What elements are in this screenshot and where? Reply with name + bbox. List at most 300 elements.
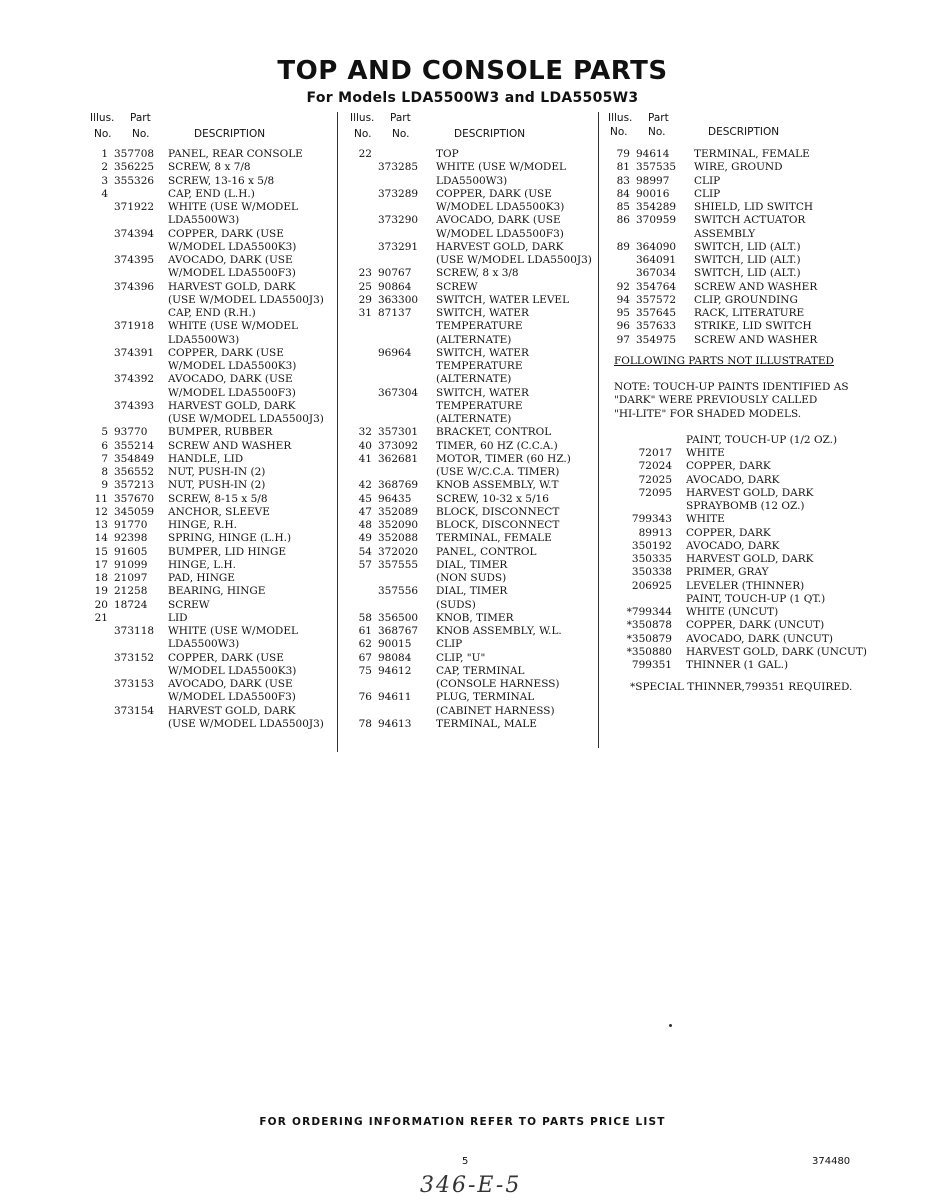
header-illus-no: No. [610,126,628,138]
table-row [350,241,595,254]
description: CLIP [694,174,721,187]
description: SCREW, 8 x 7/8 [168,161,251,174]
description: (CABINET HARNESS) [436,704,555,717]
description: SWITCH ACTUATOR [694,214,806,227]
description: AVOCADO, DARK (UNCUT) [686,632,833,645]
table-row [90,572,330,585]
description: SWITCH, WATER [436,346,529,359]
description: (ALTERNATE) [436,333,512,346]
table-row [608,228,938,241]
table-row [90,493,330,506]
illus-no: 61 [358,625,372,637]
parts-table [608,148,938,347]
table-row [350,691,595,704]
description: PRIMER, GRAY [686,566,769,579]
illus-no: 13 [94,519,108,531]
page-subtitle: For Models LDA5500W3 and LDA5505W3 [306,90,639,106]
description: TERMINAL, FEMALE [694,148,810,160]
part-no: 98997 [636,174,670,187]
table-row [608,148,938,161]
table-row [90,691,330,704]
table-row [350,201,595,214]
paint-row [608,460,938,473]
part-no: *350880 [626,645,672,658]
header-illus-top: Illus. [350,112,375,124]
column-header [350,112,595,148]
description: BUMPER, LID HINGE [168,545,287,558]
description: STRIKE, LID SWITCH [694,320,812,333]
description: NUT, PUSH-IN (2) [168,466,266,478]
table-row [350,228,595,241]
paint-row [608,434,938,447]
description: (ALTERNATE) [436,413,512,425]
description: (USE W/C.C.A. TIMER) [436,466,560,478]
illus-no: 2 [101,161,108,174]
table-row [90,175,330,188]
part-no: 21258 [114,585,148,598]
part-no: 206925 [631,579,672,592]
illus-no: 22 [358,148,372,160]
description: SCREW [168,598,210,611]
table-row [90,201,330,214]
description: CAP, END (R.H.) [168,307,256,319]
part-no: 357572 [636,293,677,306]
description: TERMINAL, FEMALE [436,532,552,545]
description: SPRAYBOMB (12 OZ.) [686,500,805,512]
table-row [608,294,938,307]
illus-no: 42 [358,479,372,492]
part-no: *350878 [626,619,672,632]
table-row [90,387,330,400]
description: (NON SUDS) [436,572,507,584]
table-row [608,188,938,201]
part-no: 362681 [378,452,419,465]
page-title: TOP AND CONSOLE PARTS [277,56,668,86]
part-no: 72024 [638,460,672,473]
paint-row [608,580,938,593]
description: TOP [436,148,459,160]
illus-no: 47 [358,505,372,518]
illus-no: 14 [94,532,108,545]
illus-no: 45 [358,492,372,505]
table-row [350,347,595,360]
description: COPPER, DARK [686,460,771,473]
table-row [350,625,595,638]
illus-no: 6 [101,439,108,452]
description: W/MODEL LDA5500K3) [168,664,297,677]
column-divider-2 [598,112,599,748]
description: KNOB ASSEMBLY, W.L. [436,625,562,637]
part-no: 368769 [378,479,419,492]
description: WHITE (USE W/MODEL [436,161,566,174]
part-no: 368767 [378,625,419,637]
description: SCREW AND WASHER [694,333,818,346]
table-row [350,572,595,585]
illus-no: 9 [101,479,108,492]
illus-no: 49 [358,532,372,545]
header-description: DESCRIPTION [194,128,266,140]
description: LDA5500W3) [168,214,240,227]
illus-no: 4 [101,187,108,200]
table-row [350,373,595,386]
header-illus-no: No. [94,128,112,140]
description: TEMPERATURE [436,399,523,412]
column-divider-1 [337,112,338,752]
illus-no: 89 [616,240,630,253]
table-row [350,175,595,188]
part-no: 92398 [114,532,148,545]
table-row [90,466,330,479]
illus-no: 97 [616,333,630,346]
illus-no: 29 [358,293,372,306]
illus-no: 19 [94,585,108,598]
touch-up-note [614,381,944,421]
part-no: 356552 [114,466,155,478]
table-row [90,267,330,280]
table-row [90,612,330,625]
table-row [90,400,330,413]
part-no: 370959 [636,214,677,227]
part-no: 96435 [378,492,412,505]
table-row [350,453,595,466]
table-row [350,281,595,294]
description: (USE W/MODEL LDA5500J3) [436,254,592,266]
description: WHITE (USE W/MODEL [168,201,298,213]
part-no: *350879 [626,632,672,645]
table-row [350,440,595,453]
part-no: 91099 [114,558,148,571]
description: SCREW AND WASHER [168,439,292,452]
part-no: 350192 [631,539,672,552]
description: CLIP [436,638,463,651]
description: (ALTERNATE) [436,373,512,386]
table-row [90,705,330,718]
paint-row [608,553,938,566]
part-no: 352088 [378,532,419,545]
header-part-no: No. [132,128,150,140]
table-row [90,281,330,294]
illus-no: 96 [616,320,630,333]
description: WIRE, GROUND [694,161,783,174]
description: PANEL, REAR CONSOLE [168,148,303,160]
paint-row [608,447,938,460]
part-no: 72017 [638,447,672,459]
table-row [350,214,595,227]
table-row [90,546,330,559]
description: WHITE (USE W/MODEL [168,320,298,333]
table-row [350,307,595,320]
table-row [608,161,938,174]
description: CAP, TERMINAL [436,664,525,677]
part-no: 374396 [114,280,155,293]
description: (CONSOLE HARNESS) [436,678,560,690]
part-no: 357670 [114,492,155,505]
table-row [350,400,595,413]
description: (SUDS) [436,598,476,611]
description: HARVEST GOLD, DARK [686,553,814,565]
part-no: 94612 [378,664,412,677]
part-no: 72025 [638,473,672,486]
table-row [350,599,595,612]
description: ANCHOR, SLEEVE [168,505,270,518]
description: COPPER, DARK (USE [436,187,552,200]
table-row [90,532,330,545]
table-row [90,188,330,201]
description: SWITCH, LID (ALT.) [694,267,801,280]
part-no: 89913 [638,526,672,539]
description: HARVEST GOLD, DARK [168,280,296,293]
part-no: 355326 [114,174,155,187]
illus-no: 62 [358,638,372,651]
header-part-top: Part [130,112,151,124]
description: W/MODEL LDA5500K3) [168,240,297,253]
illus-no: 84 [616,187,630,200]
part-no: 354975 [636,333,677,346]
part-no: 91770 [114,519,148,531]
ordering-footer: FOR ORDERING INFORMATION REFER TO PARTS PRICE LIST [259,1116,666,1128]
description: COPPER, DARK (UNCUT) [686,619,825,632]
description: CLIP, "U" [436,651,486,664]
part-no: 371918 [114,320,155,333]
table-row [90,241,330,254]
illus-no: 83 [616,174,630,187]
description: HARVEST GOLD, DARK (UNCUT) [686,645,867,658]
part-no: 345059 [114,505,155,518]
part-no: 356500 [378,611,419,624]
column-header [608,112,938,142]
part-no: 373153 [114,678,155,690]
paint-row [608,659,938,672]
description: WHITE [686,447,725,459]
table-row [350,426,595,439]
part-no: 98084 [378,651,412,664]
paint-row [608,633,938,646]
illus-no: 11 [94,492,108,505]
part-no: 357645 [636,307,677,319]
table-row [608,334,938,347]
description: HINGE, L.H. [168,558,237,571]
description: PAINT, TOUCH-UP (1/2 OZ.) [686,433,838,446]
table-row [350,612,595,625]
description: AVOCADO, DARK (USE [168,678,293,690]
paint-table [608,434,938,673]
table-row [90,678,330,691]
header-description: DESCRIPTION [708,126,780,138]
table-row [350,678,595,691]
part-no: 364091 [636,254,677,266]
illus-no: 67 [358,651,372,664]
paint-row [608,593,938,606]
illus-no: 32 [358,426,372,439]
description: NUT, PUSH-IN (2) [168,479,266,492]
handwritten-note: 346-E-5 [420,1173,522,1198]
part-no: 367304 [378,386,419,399]
illus-no: 54 [358,545,372,558]
table-row [608,175,938,188]
table-row [350,652,595,665]
description: AVOCADO, DARK [686,473,780,486]
description: PAINT, TOUCH-UP (1 QT.) [686,592,826,605]
illus-no: 81 [616,161,630,174]
illus-no: 79 [616,148,630,160]
part-no: 94611 [378,691,412,704]
part-no: 350338 [631,566,672,579]
description: PANEL, CONTROL [436,545,537,558]
description: HARVEST GOLD, DARK [686,486,814,499]
table-row [350,161,595,174]
description: CAP, END (L.H.) [168,187,255,200]
parts-table [90,148,330,731]
description: SWITCH, WATER LEVEL [436,293,570,306]
description: TEMPERATURE [436,360,523,372]
table-row [350,320,595,333]
part-no: 371922 [114,201,155,213]
description: COPPER, DARK (USE [168,227,284,240]
description: KNOB ASSEMBLY, W.T [436,479,559,492]
paint-row [608,540,938,553]
description: W/MODEL LDA5500F3) [168,691,296,704]
part-no: 93770 [114,426,148,439]
description: TIMER, 60 HZ (C.C.A.) [436,439,558,452]
illus-no: 7 [101,452,108,465]
table-row [350,479,595,492]
table-row [90,585,330,598]
table-row [350,506,595,519]
description: SWITCH, LID (ALT.) [694,240,801,253]
part-no: 367034 [636,267,677,280]
header-part-top: Part [390,112,411,124]
table-row [90,148,330,161]
paint-row [608,606,938,619]
part-no: 352090 [378,519,419,531]
description: BLOCK, DISCONNECT [436,519,560,531]
illus-no: 23 [358,267,372,280]
description: W/MODEL LDA5500K3) [168,360,297,372]
part-no: 373152 [114,651,155,664]
table-row [90,334,330,347]
description: MOTOR, TIMER (60 HZ.) [436,452,571,465]
description: RACK, LITERATURE [694,307,805,319]
part-no: 354289 [636,201,677,213]
part-no: 96964 [378,346,412,359]
table-row [608,307,938,320]
description: CLIP [694,187,721,200]
part-no: 90015 [378,638,412,651]
part-no: 94613 [378,717,412,730]
part-no: 90767 [378,267,412,280]
description: LDA5500W3) [168,638,240,651]
table-row [90,413,330,426]
description: DIAL, TIMER [436,558,508,571]
table-row [350,532,595,545]
table-row [350,665,595,678]
stray-mark [669,1024,672,1027]
part-no: 357633 [636,320,677,333]
description: HARVEST GOLD, DARK [168,399,296,412]
description: HANDLE, LID [168,452,244,465]
part-no: 374391 [114,346,155,359]
table-row [90,214,330,227]
table-row [90,665,330,678]
part-no: 18724 [114,598,148,611]
description: SCREW, 8 x 3/8 [436,267,519,280]
description: SCREW, 10-32 x 5/16 [436,492,549,505]
part-no: 374393 [114,399,155,412]
part-no: 357301 [378,426,419,439]
description: DIAL, TIMER [436,585,508,598]
illus-no: 75 [358,664,372,677]
table-row [90,440,330,453]
description: TERMINAL, MALE [436,717,537,730]
table-row [90,373,330,386]
illus-no: 17 [94,558,108,571]
table-row [90,453,330,466]
table-row [350,267,595,280]
part-no: 364090 [636,240,677,253]
header-part-no: No. [648,126,666,138]
part-no: 799351 [631,659,672,671]
description: SPRING, HINGE (L.H.) [168,532,292,545]
table-row [350,254,595,267]
illus-no: 48 [358,519,372,531]
paint-row [608,474,938,487]
description: LDA5500W3) [436,174,508,187]
description: W/MODEL LDA5500F3) [168,386,296,399]
paint-row [608,487,938,500]
description: AVOCADO, DARK (USE [436,214,561,227]
description: HARVEST GOLD, DARK [168,704,296,717]
document-number: 374480 [812,1156,851,1167]
illus-no: 41 [358,452,372,465]
description: SWITCH, WATER [436,386,529,399]
illus-no: 57 [358,558,372,571]
table-row [350,585,595,598]
table-row [90,718,330,731]
part-no: 374394 [114,227,155,240]
description: (USE W/MODEL LDA5500J3) [168,413,324,425]
part-no: 354849 [114,452,155,465]
table-row [350,705,595,718]
part-no: 374395 [114,254,155,266]
table-row [90,228,330,241]
table-row [350,334,595,347]
part-no: 350335 [631,553,672,565]
table-row [90,347,330,360]
table-row [608,281,938,294]
note-line: "DARK" WERE PREVIOUSLY CALLED [614,394,818,407]
paint-row [608,619,938,632]
description: SCREW AND WASHER [694,280,818,293]
table-row [350,294,595,307]
part-no: 373118 [114,625,155,637]
table-row [350,148,595,161]
header-illus-top: Illus. [608,112,633,124]
header-illus-top: Illus. [90,112,115,124]
table-row [90,638,330,651]
part-no: *799344 [626,606,672,618]
table-row [608,320,938,333]
part-no: 91605 [114,545,148,558]
part-no: 357535 [636,161,677,174]
illus-no: 40 [358,439,372,452]
header-part-no: No. [392,128,410,140]
paint-row [608,513,938,526]
table-row [90,320,330,333]
illus-no: 92 [616,280,630,293]
illus-no: 1 [101,148,108,160]
part-no: 72095 [638,486,672,499]
description: KNOB, TIMER [436,611,514,624]
